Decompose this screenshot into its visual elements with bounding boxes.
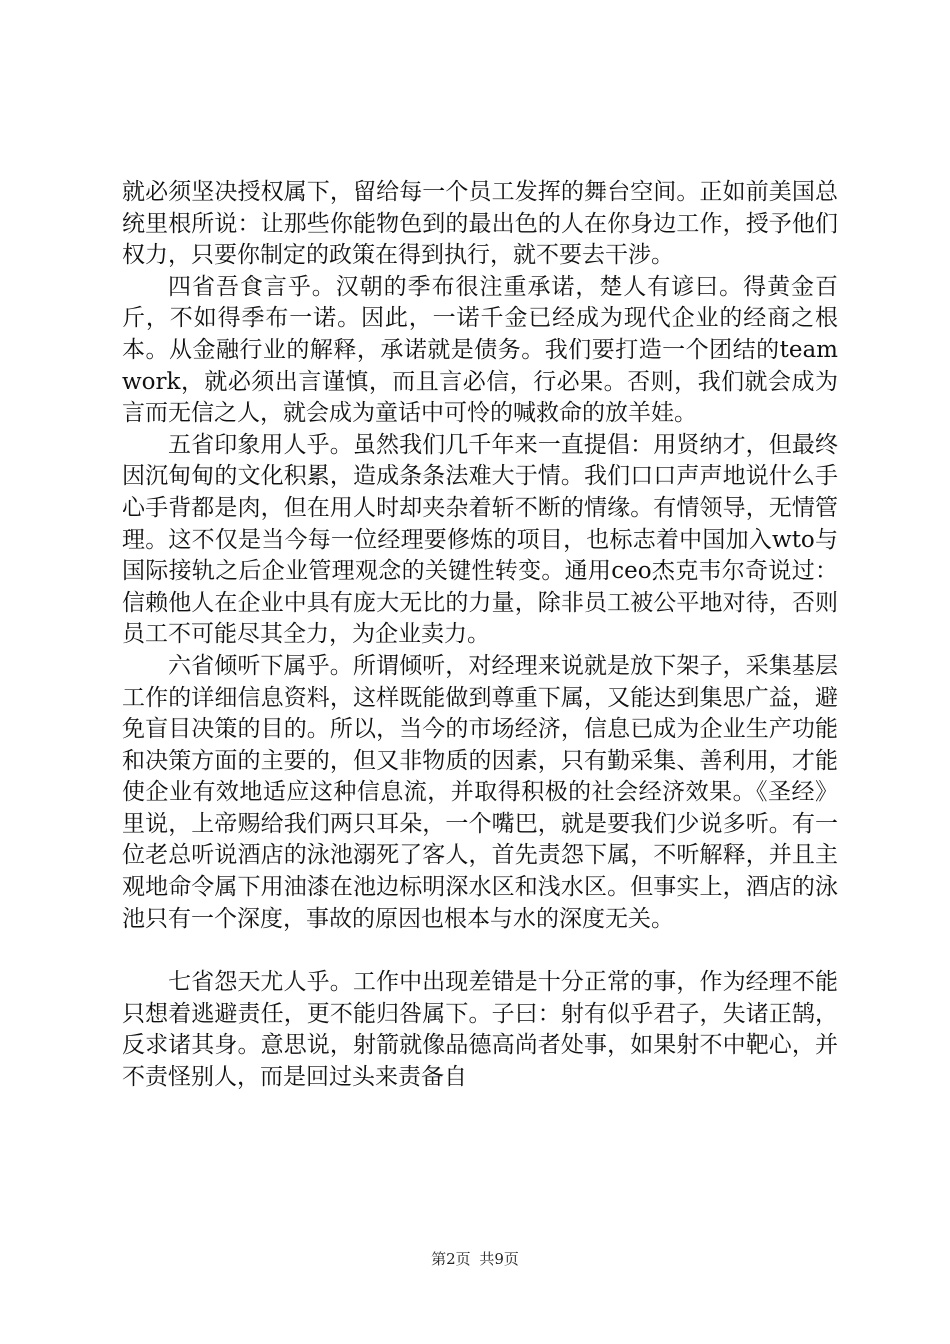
page-total: 共9页 xyxy=(479,1250,519,1268)
paragraph-1: 就必须坚决授权属下，留给每一个员工发挥的舞台空间。正如前美国总统里根所说：让那些你能物色到的最出色的人在你身边工作，授予他们权力，只要你制定的政策在得到执行，就不要去干涉。 xyxy=(122,179,838,269)
paragraph-5: 七省怨天尤人乎。工作中出现差错是十分正常的事，作为经理不能只想着逃避责任，更不能归咎属下。子曰：射有似乎君子，失诸正鹄，反求诸其身。意思说，射箭就像品德高尚者处事，如果射不中靶心，并不责怪别人，而是回过头来责备自 xyxy=(122,969,838,1091)
paragraph-spacer xyxy=(122,935,838,967)
document-body xyxy=(122,177,838,1094)
paragraph-4: 六省倾听下属乎。所谓倾听，对经理来说就是放下架子，采集基层工作的详细信息资料，这样既能做到尊重下属，又能达到集思广益，避免盲目决策的目的。所以，当今的市场经济，信息已成为企业生产功能和决策方面的主要的，但又非物质的因素，只有勤采集、善利用，才能使企业有效地适应这种信息流，并取得积极的社会经济效果。《圣经》里说，上帝赐给我们两只耳朵，一个嘴巴，就是要我们少说多听。有一位老总听说酒店的泳池溺死了客人，首先责怨下属，不听解释，并且主观地命令属下用油漆在池边标明深水区和浅水区。但事实上，酒店的泳池只有一个深度，事故的原因也根本与水的深度无关。 xyxy=(122,652,838,932)
page-footer xyxy=(0,1249,950,1269)
page-number: 第2页 xyxy=(431,1250,471,1268)
paragraph-2: 四省吾食言乎。汉朝的季布很注重承诺，楚人有谚曰。得黄金百斤，不如得季布一诺。因此，一诺千金已经成为现代企业的经商之根本。从金融行业的解释，承诺就是债务。我们要打造一个团结的teamwork，就必须出言谨慎，而且言必信，行必果。否则，我们就会成为言而无信之人，就会成为童话中可怜的喊救命的放羊娃。 xyxy=(122,273,838,427)
paragraph-3: 五省印象用人乎。虽然我们几千年来一直提倡：用贤纳才，但最终因沉甸甸的文化积累，造成条条法难大于情。我们口口声声地说什么手心手背都是肉，但在用人时却夹杂着斩不断的情缘。有情领导，无情管理。这不仅是当今每一位经理要修炼的项目，也标志着中国加入wto与国际接轨之后企业管理观念的关键性转变。通用ceo杰克韦尔奇说过：信赖他人在企业中具有庞大无比的力量，除非员工被公平地对待，否则员工不可能尽其全力，为企业卖力。 xyxy=(122,431,838,648)
